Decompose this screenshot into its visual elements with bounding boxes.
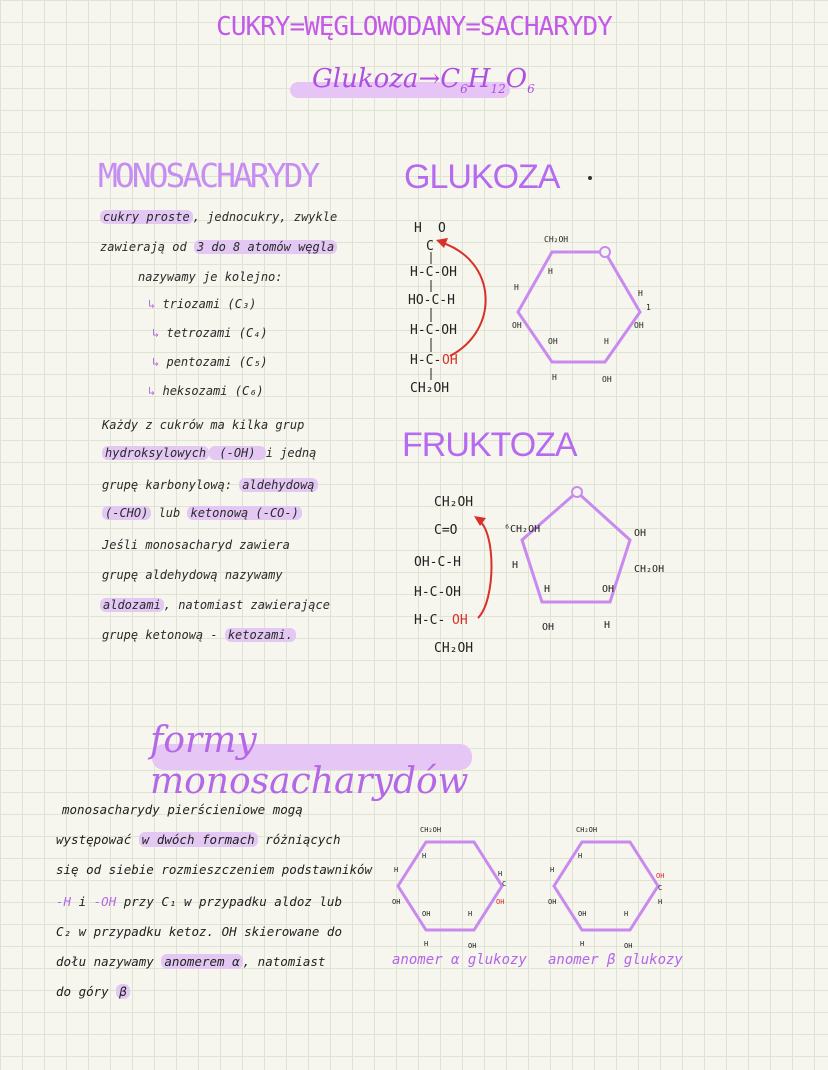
svg-text:1: 1 (646, 303, 651, 312)
note-line: (-CHO) lub ketonową (-CO-) (102, 506, 302, 520)
svg-text:H: H (468, 910, 473, 918)
svg-text:CH₂OH: CH₂OH (434, 495, 474, 510)
note-line: hydroksylowych (-OH) i jedną (102, 446, 316, 460)
para-line: -H i -OH przy C₁ w przypadku aldoz lub (56, 894, 342, 909)
svg-text:H: H (578, 852, 583, 860)
para-line: się od siebie rozmieszczeniem podstawników (56, 862, 373, 877)
glucose-ring (518, 252, 640, 362)
svg-text:H: H (624, 910, 629, 918)
fructose-diagram (400, 480, 680, 660)
chain-row: HO-C-H (408, 293, 455, 308)
svg-text:OH: OH (452, 613, 468, 628)
note-line: Jeśli monosacharyd zawiera (102, 538, 290, 552)
svg-text:OH: OH (656, 872, 665, 880)
forms-heading: formy monosacharydów (140, 720, 480, 790)
formula-name: Glukoza (312, 64, 419, 94)
list-item: ↳ tetrozami (C₄) (152, 326, 268, 340)
svg-text:CH₂OH: CH₂OH (576, 826, 598, 834)
svg-text:CH₂OH: CH₂OH (434, 641, 474, 656)
para-line: do góry β (56, 984, 130, 999)
svg-text:OH: OH (468, 942, 477, 950)
svg-text:OH: OH (422, 910, 431, 918)
formula-arrow: → (418, 64, 441, 94)
svg-text:OH: OH (392, 898, 401, 906)
svg-text:OH: OH (548, 898, 557, 906)
alpha-anomer-caption: anomer α glukozy (392, 952, 527, 968)
note-line: grupę ketonową - ketozami. (102, 628, 296, 642)
monosaccharides-heading: MONOSACHARYDY (98, 156, 318, 195)
note-line: grupę aldehydową nazywamy (102, 568, 283, 582)
chain-row: H-C-OH (410, 323, 457, 338)
para-line: C₂ w przypadku ketoz. OH skierowane do (56, 924, 342, 939)
chain-atom: O (438, 221, 446, 236)
note-line: aldozami , natomiast zawierające (100, 598, 330, 612)
alpha-anomer-diagram (390, 820, 520, 952)
para-line: monosacharydy pierścieniowe mogą (62, 802, 303, 817)
svg-text:OH: OH (602, 375, 612, 384)
svg-text:OH: OH (542, 622, 555, 633)
note-line: zawierają od 3 do 8 atomów węgla (100, 240, 337, 254)
svg-text:H: H (424, 940, 429, 948)
svg-text:OH: OH (512, 321, 522, 330)
glucose-diagram (400, 210, 660, 410)
para-line: występować w dwóch formach różniących (56, 832, 341, 847)
chain-row: H-C- (410, 353, 442, 368)
svg-text:H: H (580, 940, 585, 948)
svg-text:OH: OH (496, 898, 505, 906)
note-line: Każdy z cukrów ma kilka grup (102, 418, 305, 432)
svg-text:H-C-: H-C- (414, 613, 446, 628)
chain-oh-red: OH (442, 353, 458, 368)
svg-text:CH₂OH: CH₂OH (420, 826, 442, 834)
svg-text:H: H (550, 866, 555, 874)
svg-text:H: H (394, 866, 399, 874)
svg-text:OH: OH (578, 910, 587, 918)
page-title: CUKRY=WĘGLOWODANY=SACHARYDY (216, 12, 612, 42)
svg-text:C=O: C=O (434, 523, 458, 538)
svg-text:H: H (422, 852, 427, 860)
svg-text:H: H (548, 267, 553, 276)
svg-text:H: H (544, 584, 551, 595)
chain-atom: H (414, 221, 422, 236)
svg-text:H: H (552, 373, 557, 382)
chain-row: H-C-OH (410, 265, 457, 280)
svg-text:OH-C-H: OH-C-H (414, 555, 461, 570)
svg-text:OH: OH (634, 321, 644, 330)
svg-text:CH₂OH: CH₂OH (634, 564, 665, 575)
svg-text:H: H (638, 289, 643, 298)
svg-text:C: C (658, 884, 663, 892)
svg-text:CH₂OH: CH₂OH (544, 235, 569, 244)
glucose-formula: $Glukoza\to C_6H_{12}O_6$ (290, 64, 510, 104)
svg-text:H: H (514, 283, 519, 292)
stray-dot (588, 176, 592, 180)
beta-anomer-caption: anomer β glukozy (548, 952, 683, 968)
svg-text:H-C-OH: H-C-OH (414, 585, 461, 600)
svg-text:OH: OH (602, 584, 615, 595)
svg-text:H: H (604, 620, 611, 631)
svg-text:OH: OH (624, 942, 633, 950)
beta-anomer-diagram (546, 820, 676, 952)
list-item: ↳ heksozami (C₆) (148, 384, 264, 398)
svg-text:H: H (658, 898, 663, 906)
svg-text:H: H (512, 560, 519, 571)
chain-atom: C (426, 239, 434, 254)
note-line: cukry proste , jednocukry, zwykle (100, 210, 337, 224)
svg-text:C: C (502, 880, 507, 888)
chain-row: CH₂OH (410, 381, 450, 396)
svg-text:H: H (604, 337, 609, 346)
list-item: ↳ triozami (C₃) (148, 297, 257, 311)
fructose-heading: FRUKTOZA (402, 426, 577, 464)
svg-text:H: H (498, 870, 503, 878)
svg-text:OH: OH (634, 528, 647, 539)
note-line: nazywamy je kolejno: (138, 270, 283, 284)
list-item: ↳ pentozami (C₅) (152, 355, 268, 369)
para-line: dołu nazywamy anomerem α , natomiast (56, 954, 326, 969)
svg-text:OH: OH (548, 337, 558, 346)
reaction-arrow (478, 520, 492, 618)
svg-text:⁶CH₂OH: ⁶CH₂OH (504, 524, 541, 535)
glucose-heading: GLUKOZA (404, 158, 560, 196)
note-line: grupę karbonylową: aldehydową (102, 478, 318, 492)
